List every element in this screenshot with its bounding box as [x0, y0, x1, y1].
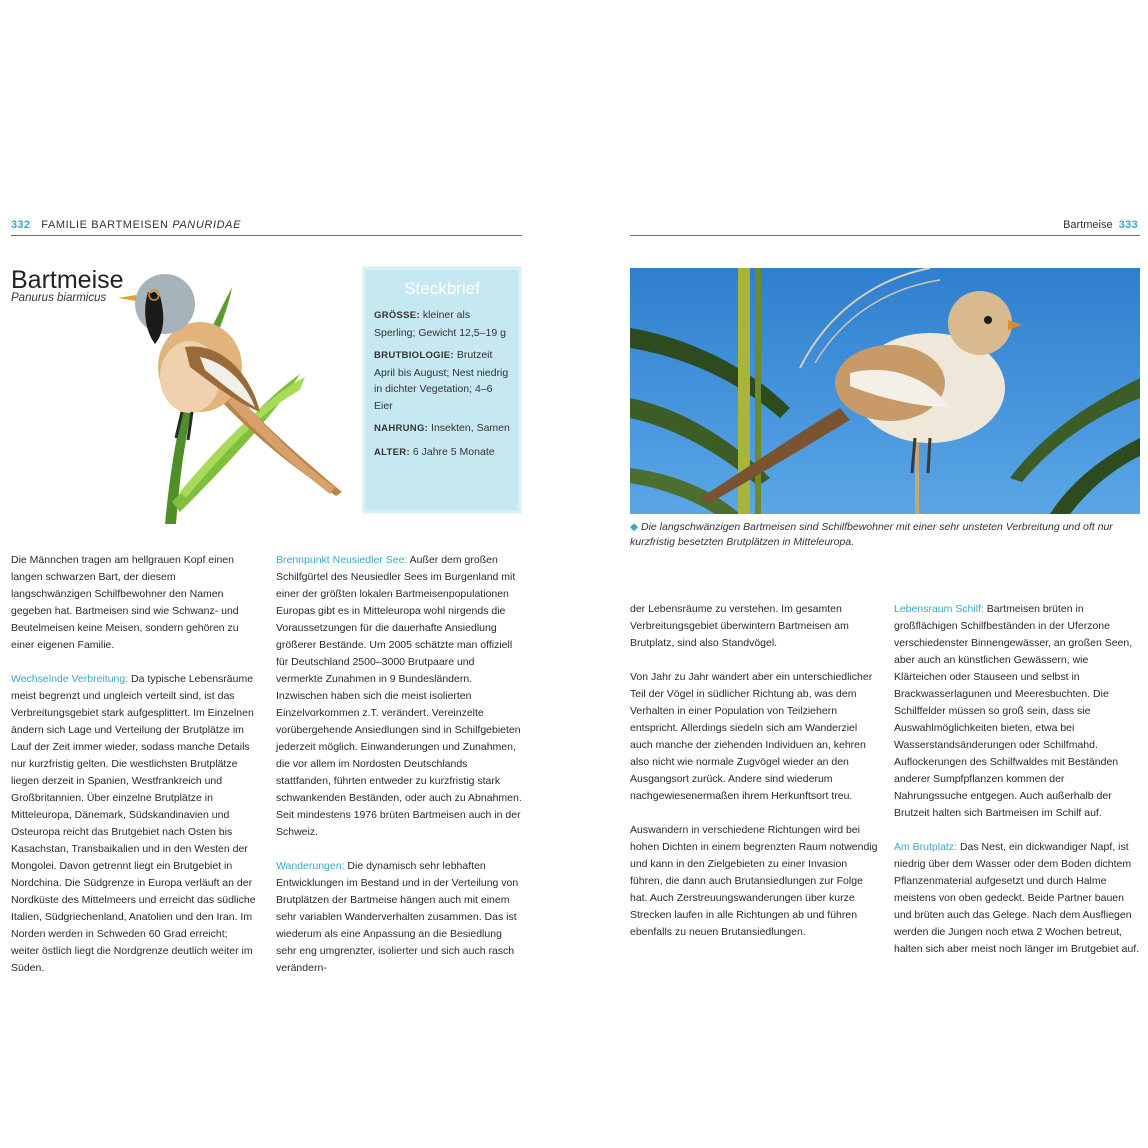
- bird-illustration: [110, 262, 355, 527]
- text-column-2: [276, 552, 522, 994]
- paragraph-teilzieher: Von Jahr zu Jahr wandert aber ein unterschiedlicher Teil der Vögel in südlicher Richtung ab, was dem Verhalten in einer Population von Teilziehern entspricht. Allerdings siedeln sich am Wanderziel auch manche der ziehenden Individuen an, kehren also nicht wie normale Zugvögel wieder an den Ausgangsort zurück. Andere sind wiederum nachgewiesenermaßen ihrem Herkunftsort treu.: [630, 671, 873, 802]
- scientific-name: Panurus biarmicus: [11, 292, 107, 304]
- fact-age: ALTER: 6 Jahre 5 Monate: [374, 445, 495, 458]
- paragraph-auswandern: Auswandern in verschiedene Richtungen wird bei hohen Dichten in einem begrenzten Raum notwendig und kann in den Zielgebieten zu einer Invasion führen, die dann auch Brutansiedlungen zur Folge hat. Auch Zerstreuungswanderungen über kurze Strecken laufen in alle Richtungen ab und führen ebenfalls zu neuen Brutansiedlungen.: [630, 824, 878, 938]
- section-brutplatz: Am Brutplatz: Das Nest, ein dickwandiger Napf, ist niedrig über dem Wasser oder dem Boden dichtem Pflanzenmaterial aufgesetzt und durch Halme meistens von oben gedeckt. Beide Partner bauen und brüten auch das Gelege. Nach dem Ausfliegen werden die Jungen noch etwa 2 Wochen betreut, halten sich aber meist noch länger im Brutgebiet auf.: [894, 841, 1140, 955]
- text-column-1: [11, 552, 257, 994]
- bird-photo: [630, 268, 1140, 514]
- fact-food: NAHRUNG: Insekten, Samen: [374, 422, 510, 434]
- photo-caption: ◆ Die langschwänzigen Bartmeisen sind Schilfbewohner mit einer sehr unsteten Verbreitung und oft nur kurzfristig besetzten Brutplätzen in Mitteleuropa.: [630, 521, 1113, 548]
- right-page-header: [1063, 219, 1138, 231]
- left-page-header: [11, 219, 241, 231]
- caption-diamond-icon: ◆: [630, 521, 639, 533]
- steckbrief-title: Steckbrief: [404, 279, 480, 298]
- header-species: Bartmeise: [1063, 219, 1113, 231]
- section-lebensraum: Lebensraum Schilf: Bartmeisen brüten in großflächigen Schilfbeständen in der Uferzone verschiedenster Binnengewässer, an großen Seen, aber auch an künstlichen Gewässern, wie Klärteichen oder Stauseen und selbst in Brackwasserlagunen und Meeresbuchten. Die Schilffelder müssen so groß sein, dass sie Auswahlmöglichkeiten bieten, etwa bei Wasserstandsänderungen oder Schilfmahd. Auflockerungen des Schilfwaldes mit Beständen anderer Sumpfpflanzen kommen der Nahrungssuche entgegen. Auch außerhalb der Brutzeit halten sich Bartmeisen im Schilf auf.: [894, 603, 1133, 819]
- text-column-3: [630, 601, 878, 958]
- fact-size: GRÖSSE: kleiner als Sperling; Gewicht 12,5–19 g: [374, 309, 506, 339]
- paragraph-standvoegel: der Lebensräume zu verstehen. Im gesamten Verbreitungsgebiet überwintern Bartmeisen am Brutplatz, sind also Standvögel.: [630, 603, 849, 649]
- right-header-rule: [630, 235, 1140, 236]
- section-wanderungen: Wanderungen: Die dynamisch sehr lebhaften Entwicklungen im Bestand und in der Verteilung von Brutplätzen der Bartmeise hängen auch mit einem sehr variablen Wanderverhalten zusammen. Das ist wiederum als eine Anpassung an die Besiedlung sehr eng umgrenzter, isolierter und sich auch rasch verändern-: [276, 860, 519, 974]
- text-column-4: [894, 601, 1140, 975]
- steckbrief-box: [362, 266, 522, 514]
- header-latin: PANURIDAE: [172, 219, 242, 231]
- left-header-rule: [11, 235, 522, 236]
- intro-paragraph: Die Männchen tragen am hellgrauen Kopf einen langen schwarzen Bart, der diesem langschwänzigen Schilfbewohner den Namen gegeben hat. Bartmeisen sind wie Schwanz- und Beutelmeisen keine Meisen, sondern gehören zu einer eigenen Familie.: [11, 554, 239, 651]
- header-family: FAMILIE BARTMEISEN: [41, 219, 169, 231]
- section-neusiedler-see: Brennpunkt Neusiedler See: Außer dem großen Schilfgürtel des Neusiedler Sees im Burgenland mit einer der größten lokalen Bartmeisenpopulationen Europas gibt es in Mitteleuropa wohl nirgends die Voraussetzungen für die dauerhafte Ansiedlung größerer Bestände. Um 2005 schätzte man offiziell für Deutschland 2500–3000 Brutpaare und vermerkte Zunahmen in 9 Bundesländern. Inzwischen haben sich die meist isolierten Einzelvorkommen z.T. verändert. Vereinzelte vorübergehende Ansiedlungen sind in Schilfgebieten jederzeit möglich. Einwanderungen und Zunahmen, die vor allem im Nordosten Deutschlands stattfanden, führten entweder zu kurzfristig stark schwankenden Beständen, oder auch zu Abnahmen. Seit mindestens 1976 brüten Bartmeisen auch in der Schweiz.: [276, 554, 522, 838]
- section-verbreitung: Wechselnde Verbreitung: Da typische Lebensräume meist begrenzt und ungleich verteilt sind, ist das Verbreitungsgebiet stark aufgesplittert. Im Einzelnen ändern sich Lage und Verteilung der Brutplätze im Lauf der Zeit immer wieder, sodass manche Details nur kurzfristig gelten. Die westlichsten Brutplätze liegen derzeit in Spanien, Westfrankreich und Großbritannien. Über einzelne Brutplätze in Mitteleuropa, Dänemark, Südskandinavien und Osteuropa reicht das Brutgebiet nach Osten bis Kasachstan, Transbaikalien und in den Westen der Mongolei. Davon getrennt liegt ein Brutgebiet in Nordchina. Die Südgrenze in Europa verläuft an der Nordküste des Mittelmeers und erreicht das südliche Italien, Südgriechenland, Anatolien und den Iran. Im Norden werden in Schweden 60 Grad erreicht; weiter östlich liegt die Nordgrenze deutlich weiter im Süden.: [11, 673, 256, 974]
- page-number: 332: [11, 219, 31, 231]
- page-number: 333: [1118, 219, 1138, 231]
- species-title: Bartmeise: [11, 266, 124, 294]
- fact-breeding: BRUTBIOLOGIE: Brutzeit April bis August; Nest niedrig in dichter Vegetation; 4–6 Eier: [374, 349, 509, 412]
